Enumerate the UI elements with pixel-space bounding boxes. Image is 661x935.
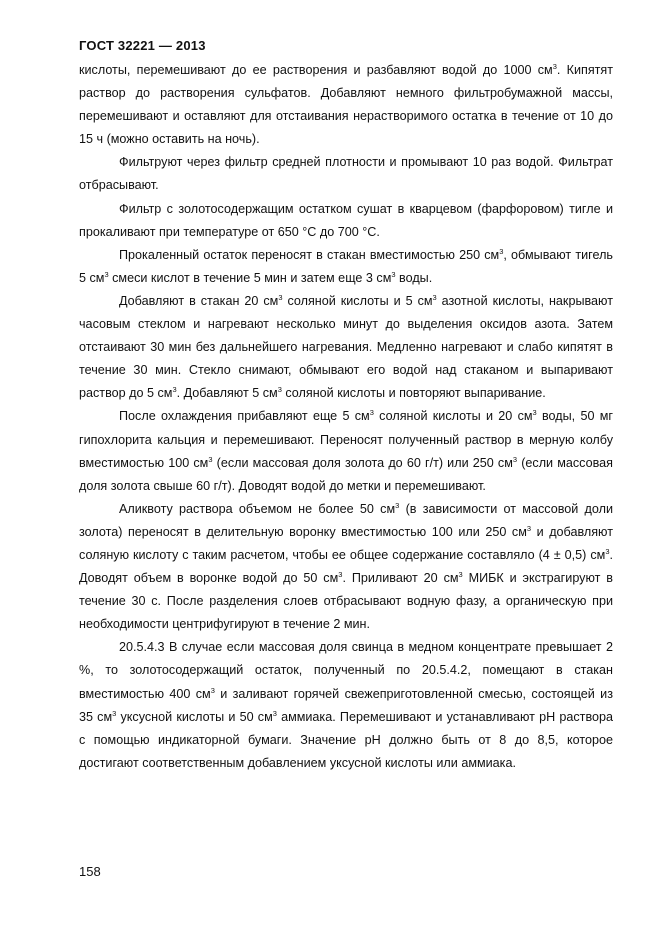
paragraph-1: кислоты, перемешивают до ее растворения и разбавляют водой до 1000 $см^3$. Кипятят раствор до растворения сульфатов. Добавляют немного фильтробумажной массы, перемешивают и оставляют для отстаивания нерастворимого остатка в течение от 10 до 15 ч (можно оставить на ночь). bbox=[79, 62, 614, 147]
paragraph-3: Фильтр с золотосодержащим остатком сушат в кварцевом (фарфоровом) тигле и прокаливают при температуре от 650 °С до 700 °С. bbox=[79, 201, 613, 239]
document-header: ГОСТ 32221 — 2013 bbox=[79, 38, 206, 53]
paragraph-6: После охлаждения прибавляют еще 5 $см^3$ соляной кислоты и 20 $см^3$ воды, 50 мг гипохлорита кальция и перемешивают. Переносят полученный раствор в мерную колбу вместимостью 100 $см^3$ (если массовая доля золота до 60 г/т) или 250 $см^3$ (если массовая доля золота свыше 60 г/т). Доводят водой до метки и перемешивают. bbox=[79, 408, 613, 493]
paragraph-7: Аликвоту раствора объемом не более 50 $см^3$ (в зависимости от массовой доли золота) переносят в делительную воронку вместимостью 100 или 250 $см^3$ и добавляют соляную кислоту с таким расчетом, чтобы ее общее содержание составляло (4 ± 0,5) $см^3$. Доводят объем в воронке водой до 50 $см^3$. Приливают 20 $см^3$ МИБК и экстрагируют в течение 30 с. После разделения слоев отбрасывают водную фазу, а органическую при необходимости центрифугируют в течение 2 мин. bbox=[79, 500, 613, 632]
paragraph-5: Добавляют в стакан 20 $см^3$ соляной кислоты и 5 $см^3$ азотной кислоты, накрывают часовым стеклом и нагревают несколько минут до выделения оксидов азота. Затем отстаивают 30 мин без дальнейшего нагревания. Медленно нагревают и слабо кипятят в течение 30 мин. Стекло снимают, обмывают его водой над стаканом и выпаривают раствор до 5 $см^3$. Добавляют 5 $см^3$ соляной кислоты и повторяют выпаривание. bbox=[79, 292, 613, 401]
document-body bbox=[79, 59, 613, 775]
page-number: 158 bbox=[79, 864, 101, 879]
paragraph-2: Фильтруют через фильтр средней плотности и промывают 10 раз водой. Фильтрат отбрасывают. bbox=[79, 155, 613, 193]
paragraph-4: Прокаленный остаток переносят в стакан вместимостью 250 $см^3$, обмывают тигель 5 $см^3$ смеси кислот в течение 5 мин и затем еще 3 $см^3$ воды. bbox=[79, 246, 613, 285]
paragraph-8: 20.5.4.3 В случае если массовая доля свинца в медном концентрате превышает 2 %, то золотосодержащий остаток, полученный по 20.5.4.2, помещают в стакан вместимостью 400 $см^3$ и заливают горячей свежеприготовленной смесью, состоящей из 35 $см^3$ уксусной кислоты и 50 $см^3$ аммиака. Перемешивают и устанавливают pH раствора с помощью индикаторной бумаги. Значение pH должно быть от 8 до 8,5, которое достигают соответственным добавлением уксусной кислоты или аммиака. bbox=[79, 640, 614, 770]
